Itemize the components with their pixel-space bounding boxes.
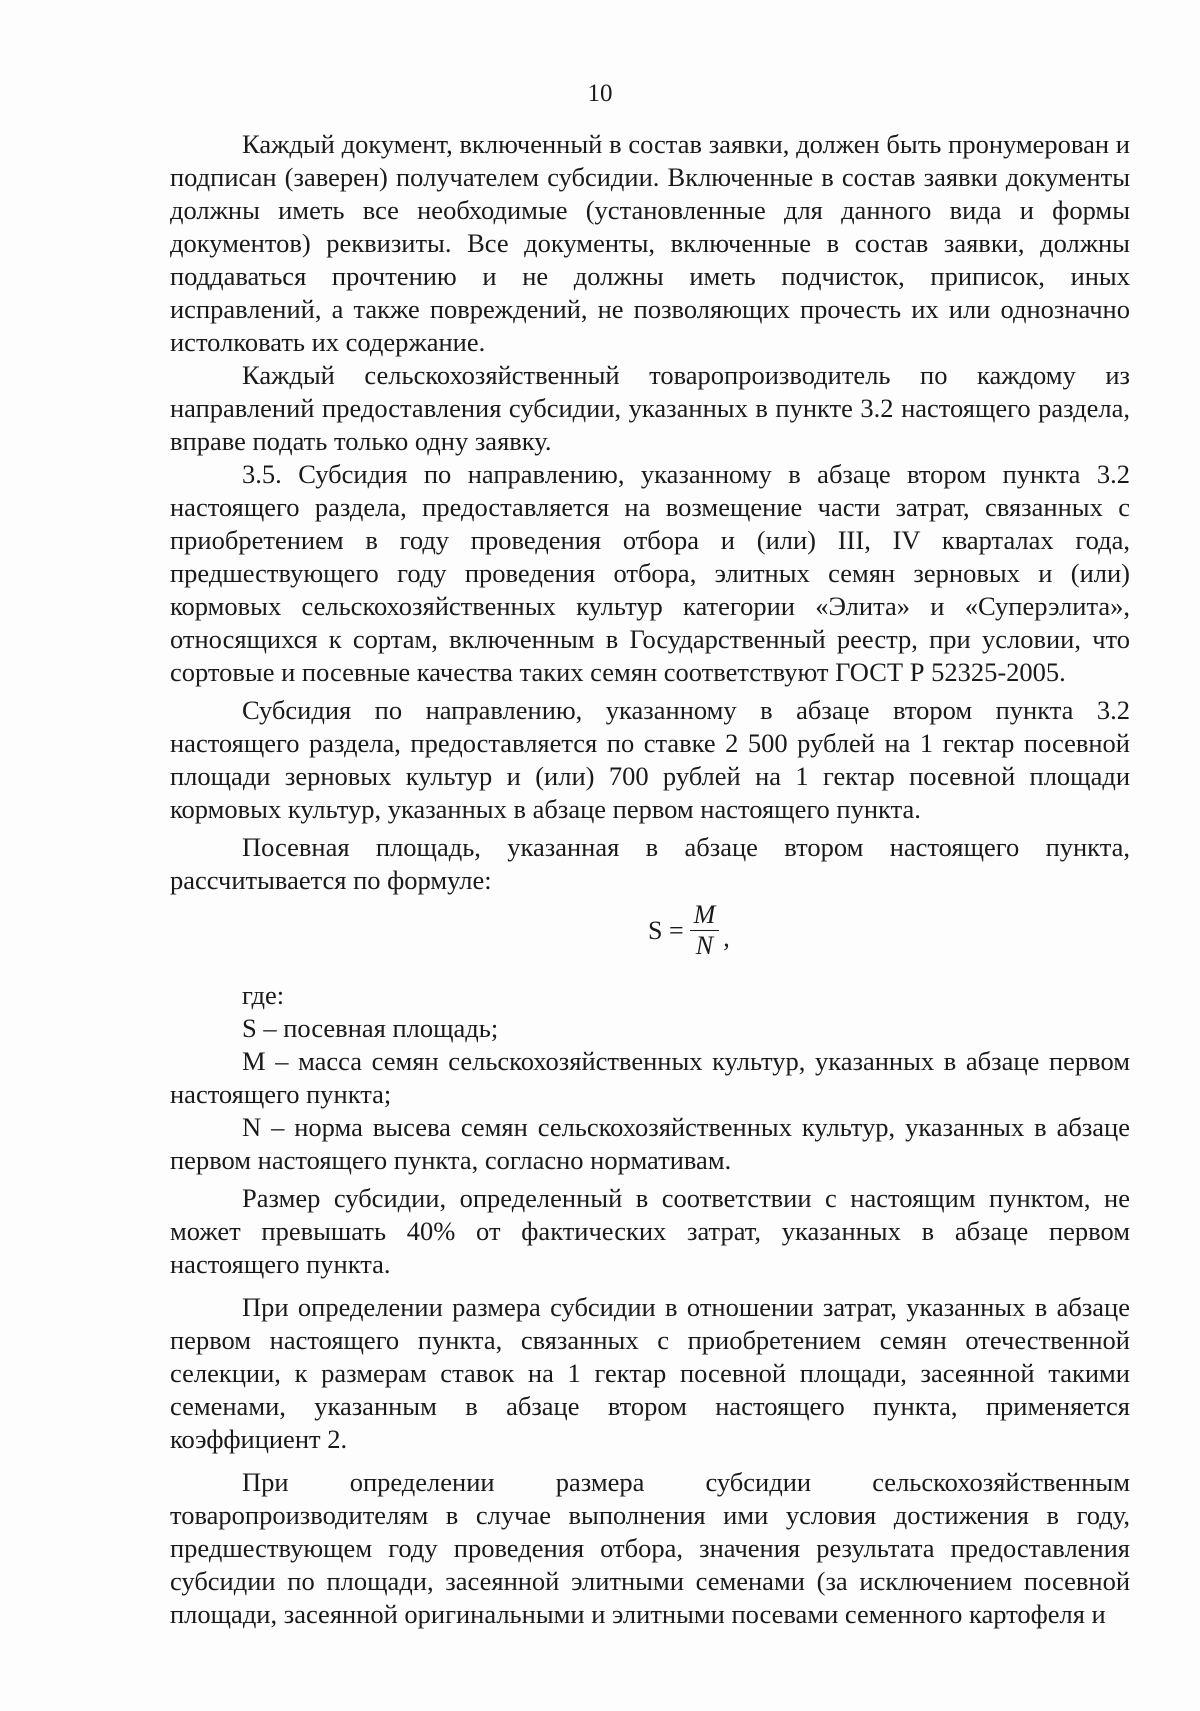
definition-m: М – масса семян сельскохозяйственных культур, указанных в абзаце первом настоящего пункта; bbox=[170, 1046, 1130, 1109]
formula-numerator: M bbox=[690, 901, 720, 931]
formula-lhs: S = bbox=[648, 916, 684, 945]
paragraph-area-formula-intro: Посевная площадь, указанная в абзаце втором настоящего пункта, рассчитывается по формуле: bbox=[170, 832, 1130, 895]
document-body bbox=[170, 128, 1130, 1631]
paragraph-result-condition: При определении размера субсидии сельскохозяйственным товаропроизводителям в случае выполнения ими условия достижения в году, предшествующем году проведения отбора, значения результата предоставления субсидии по площади, засеянной элитными семенами (за исключением посевной площади, засеянной оригинальными и элитными посевами семенного картофеля и bbox=[170, 1467, 1130, 1629]
definition-s: S – посевная площадь; bbox=[242, 1013, 499, 1043]
paragraph-clause-3-5: 3.5. Субсидия по направлению, указанному в абзаце втором пункта 3.2 настоящего раздела, предоставляется на возмещение части затрат, связанных с приобретением в году проведения отбора и (или) III, IV кварталах года, предшествующего году проведения отбора, элитных семян зерновых и (или) кормовых сельскохозяйственных культур категории «Элита» и «Суперэлита», относящихся к сортам, включенным в Государственный реестр, при условии, что сортовые и посевные качества таких семян соответствуют ГОСТ Р 52325-2005. bbox=[170, 459, 1130, 687]
definition-n: N – норма высева семян сельскохозяйственных культур, указанных в абзаце первом настоящего пункта, согласно нормативам. bbox=[170, 1112, 1130, 1175]
definition-where: где: bbox=[242, 980, 285, 1010]
paragraph-domestic-seeds-coefficient: При определении размера субсидии в отношении затрат, указанных в абзаце первом настоящего пункта, связанных с приобретением семян отечественной селекции, к размерам ставок на 1 гектар посевной площади, засеянной такими семенами, указанным в абзаце втором настоящего пункта, применяется коэффициент 2. bbox=[170, 1292, 1130, 1454]
paragraph-document-requirements: Каждый документ, включенный в состав заявки, должен быть пронумерован и подписан (заверен) получателем субсидии. Включенные в состав заявки документы должны иметь все необходимые (установленные для данного вида и формы документов) реквизиты. Все документы, включенные в состав заявки, должны поддаваться прочтению и не должны иметь подчисток, приписок, иных исправлений, а также повреждений, не позволяющих прочесть их или однозначно истолковать их содержание. bbox=[170, 129, 1130, 357]
paragraph-subsidy-limit: Размер субсидии, определенный в соответствии с настоящим пунктом, не может превышать 40% от фактических затрат, указанных в абзаце первом настоящего пункта. bbox=[170, 1183, 1130, 1279]
formula-trail: , bbox=[723, 923, 730, 952]
paragraph-subsidy-rate: Субсидия по направлению, указанному в абзаце втором пункта 3.2 настоящего раздела, предоставляется по ставке 2 500 рублей на 1 гектар посевной площади зерновых культур и (или) 700 рублей на 1 гектар посевной площади кормовых культур, указанных в абзаце первом настоящего пункта. bbox=[170, 695, 1130, 824]
paragraph-one-application: Каждый сельскохозяйственный товаропроизводитель по каждому из направлений предоставления субсидии, указанных в пункте 3.2 настоящего раздела, вправе подать только одну заявку. bbox=[170, 360, 1130, 456]
area-formula bbox=[648, 901, 730, 960]
formula-denominator: N bbox=[695, 931, 714, 960]
page-number: 10 bbox=[587, 80, 613, 107]
formula-block bbox=[170, 899, 1130, 975]
formula-fraction bbox=[690, 901, 720, 960]
